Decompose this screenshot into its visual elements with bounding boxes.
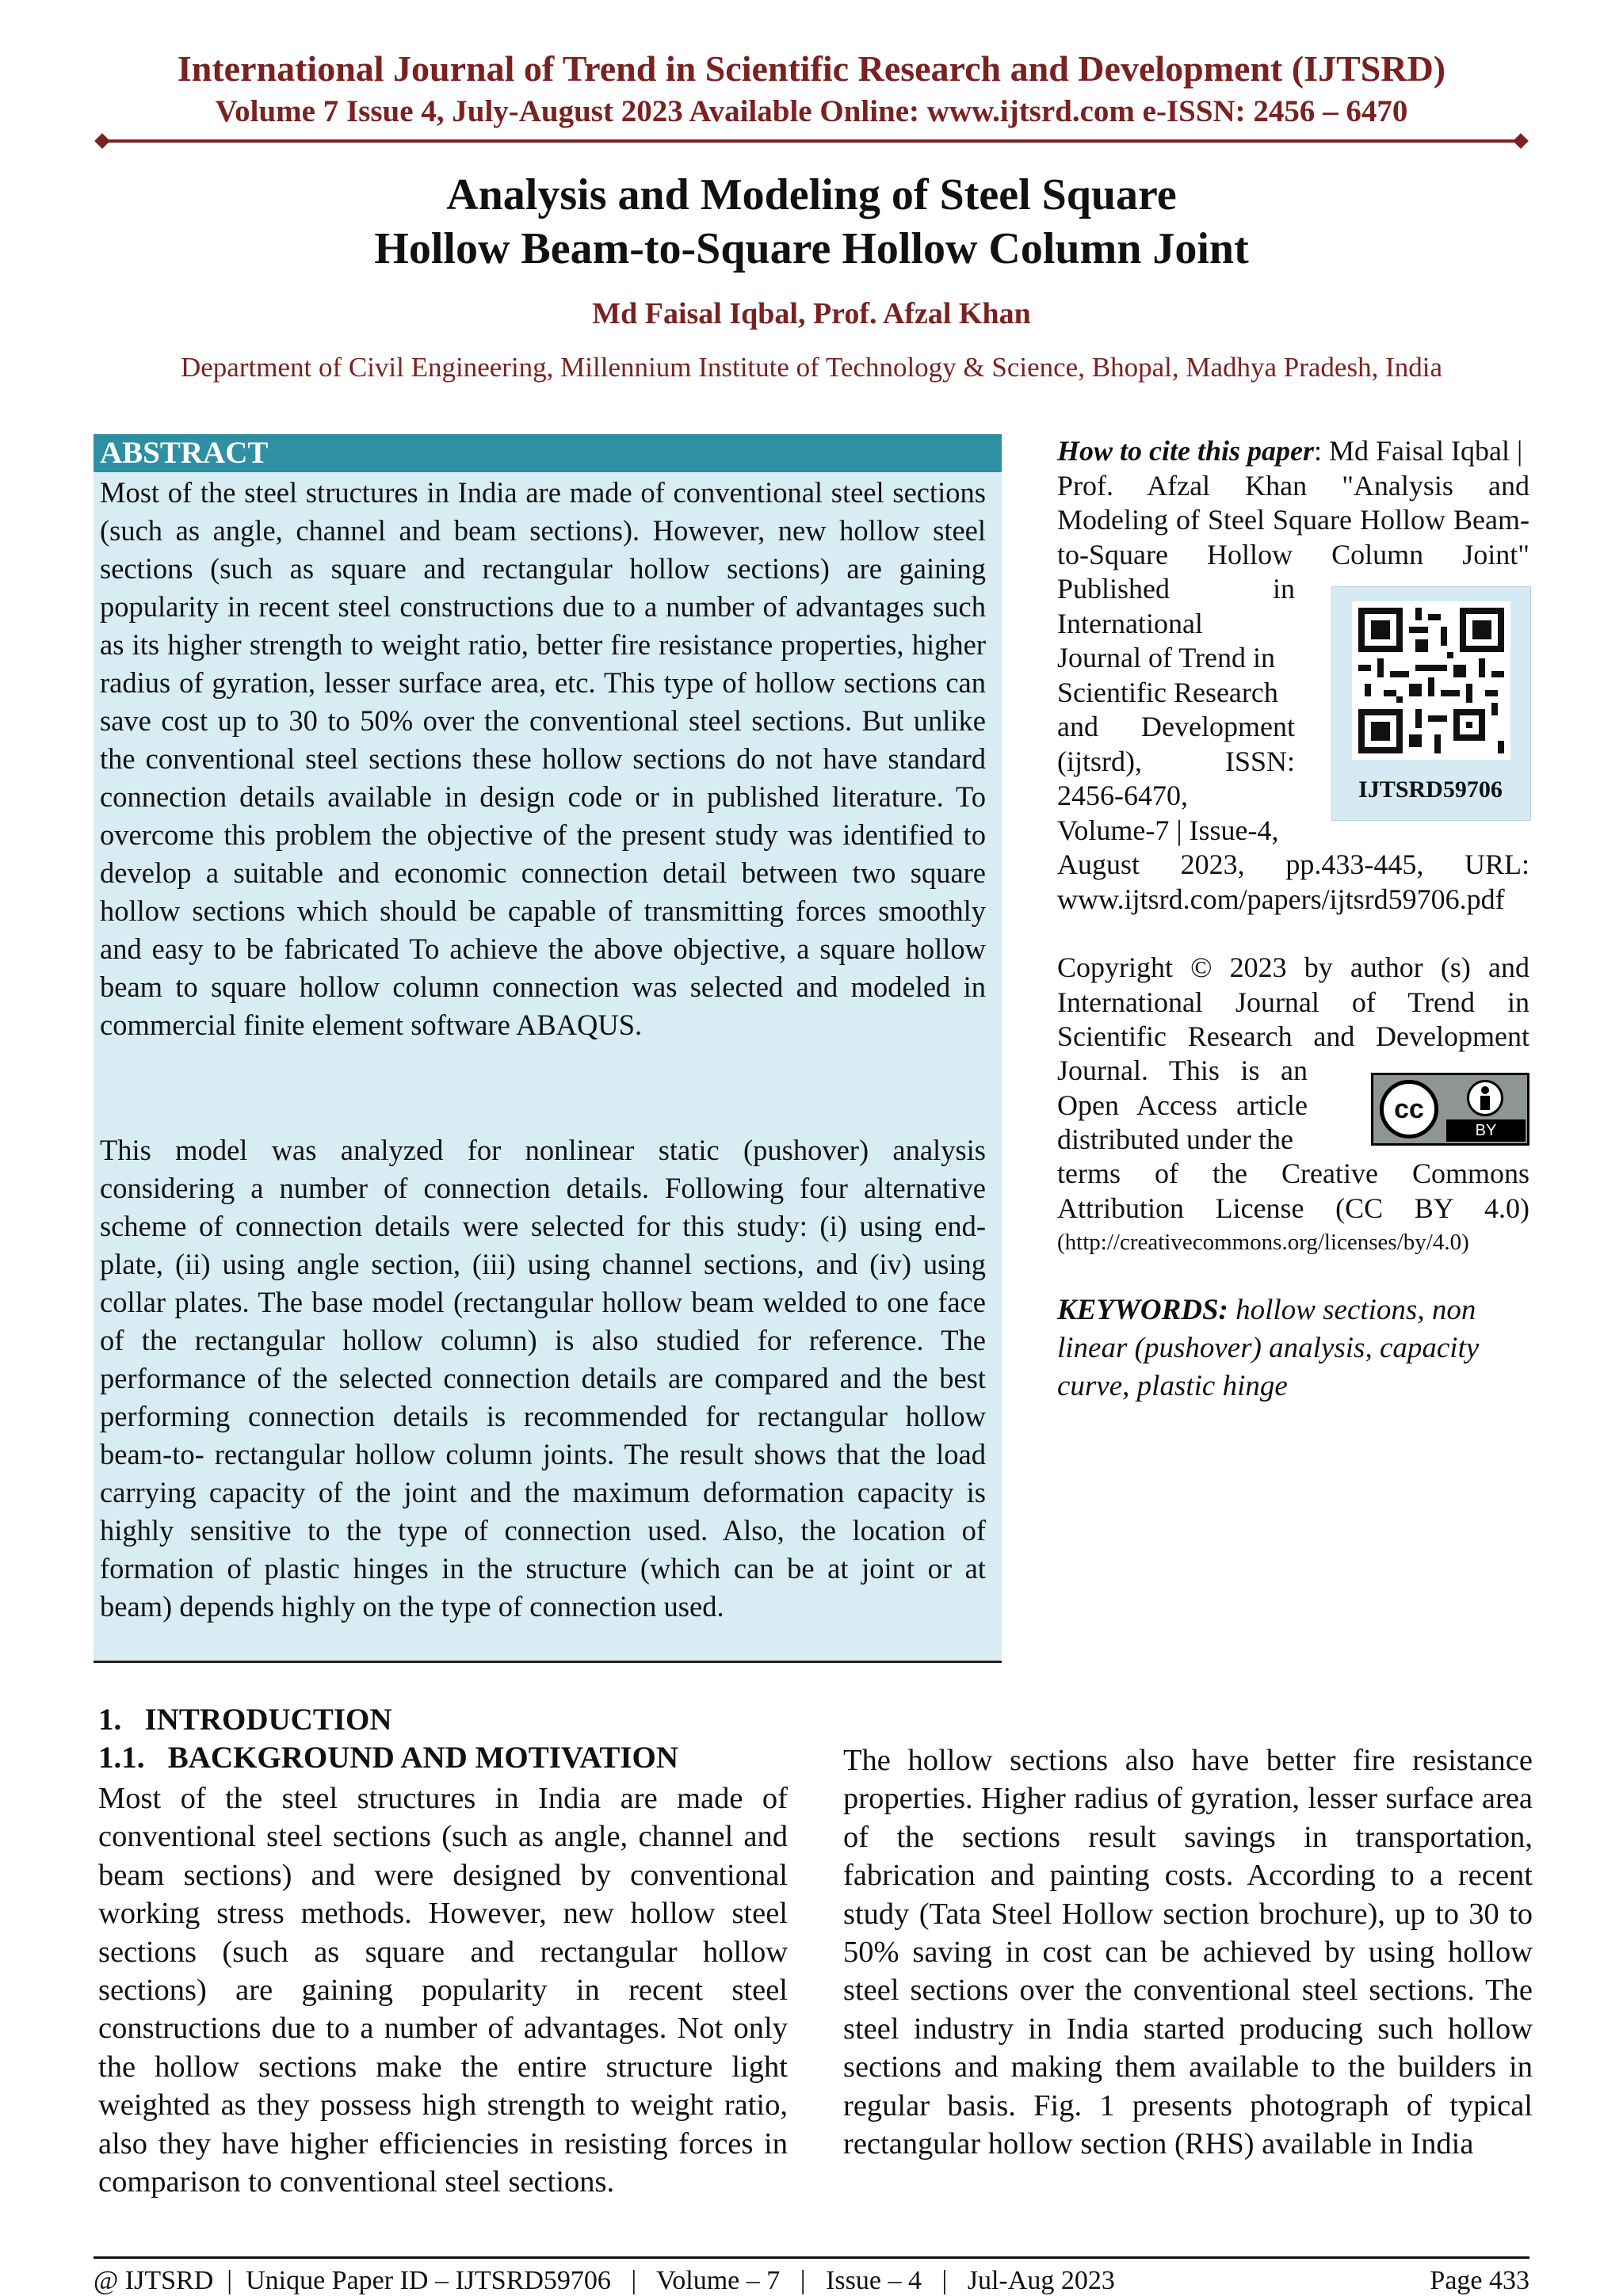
keywords-block (1057, 1291, 1529, 1405)
by-label-strip (1446, 1119, 1526, 1142)
copyright-line-3: Scientific Research and Development (1057, 1020, 1529, 1052)
citation-narrow-line: Published in (1057, 573, 1295, 605)
citation-line-2: Prof. Afzal Khan "Analysis and (1057, 469, 1529, 502)
copyright-line-2: International Journal of Trend in (1057, 986, 1529, 1018)
intro-right-text: The hollow sections also have better fire resistance properties. Higher radius of gyration, lesser surface area of the sections result savings in transportation, fabrication and painting costs. According to a recent study (Tata Steel Hollow section brochure), up to 30 to 50% saving in cost can be achieved by using hollow steel sections over the conventional steel sections. The steel industry in India started producing such hollow sections and making them available to the builders in regular basis. Fig. 1 presents photograph of typical rectangular hollow section (RHS) available in India (843, 1744, 1533, 2161)
copyright-line-1: Copyright © 2023 by author (s) and (1057, 952, 1529, 983)
abstract-para-1-text: Most of the steel structures in India are made of conventional steel sections (such as angle, channel and beam sections). However, new hollow steel sections (such as square and rectangular hollow sections) are gaining popularity in recent steel constructions due to a number of advantages such as its higher strength to weight ratio, better fire resistance properties, higher radius of gyration, lesser surface area, etc. This type of hollow sections can save cost up to 30 to 50% over the conventional steel sections. But unlike the conventional steel sections these hollow sections do not have standard connection details available in design code or in published literature. To overcome this problem the objective of the present study was identified to develop a suitable and economic connection detail between two square hollow sections which should be capable of transmitting forces smoothly and easy to be fabricated To achieve the above objective, a square hollow beam to square hollow column connection was selected and modeled in commercial finite element software ABAQUS. (100, 476, 986, 1041)
keywords-text: hollow sections, non linear (pushover) analysis, capacity curve, plastic hinge (1057, 1294, 1480, 1402)
abstract-paragraph-1 (100, 474, 986, 1044)
header-rule-right-diamond (1513, 133, 1529, 149)
intro-right-column (843, 1741, 1533, 2163)
qr-code-label: IJTSRD59706 (1358, 776, 1503, 803)
copyright-tail (1057, 1157, 1529, 1261)
journal-issue-line: Volume 7 Issue 4, July-August 2023 Available Online: www.ijtsrd.com e-ISSN: 2456 – 6470 (215, 94, 1408, 128)
citation-narrow-line: Journal of Trend in (1057, 642, 1276, 673)
citation-line-4: to-Square Hollow Column Joint" (1057, 538, 1529, 570)
citation-tail (1057, 848, 1529, 917)
citation-narrow-line: Volume-7 | Issue-4, (1057, 814, 1279, 846)
copyright-narrow-lines (1057, 1054, 1308, 1158)
citation-block (1057, 434, 1529, 572)
copyright-line-5: Attribution License (CC BY 4.0) (1057, 1192, 1529, 1224)
paper-title-line-1: Analysis and Modeling of Steel Square (446, 170, 1177, 219)
citation-pages-line: August 2023, pp.433-445, URL: (1057, 849, 1529, 880)
paper-affiliation: Department of Civil Engineering, Millennium Institute of Technology & Science, Bhopal, Madhya Pradesh, India (181, 352, 1442, 383)
citation-narrow-line: International (1057, 607, 1203, 639)
cc-by-license-badge[interactable] (1371, 1073, 1529, 1146)
citation-narrow-line: (ijtsrd), ISSN: (1057, 745, 1295, 777)
copyright-narrow-line: distributed under the (1057, 1123, 1293, 1155)
copyright-block (1057, 951, 1529, 1055)
by-person-icon (1467, 1080, 1503, 1116)
section-heading-introduction: 1. INTRODUCTION (98, 1703, 392, 1737)
by-label: BY (1475, 1122, 1497, 1139)
header-rule-left-diamond (94, 133, 110, 149)
citation-narrow-line: Scientific Research (1057, 676, 1278, 708)
citation-narrow-lines (1057, 572, 1295, 848)
keywords-label: KEYWORDS: (1057, 1294, 1228, 1326)
cc-icon-text: cc (1394, 1094, 1424, 1124)
citation-narrow-line: 2456-6470, (1057, 780, 1188, 811)
footer-info: @ IJTSRD | Unique Paper ID – IJTSRD59706 | Volume – 7 | Issue – 4 | Jul-Aug 2023 (94, 2266, 1115, 2295)
citation-narrow-line: and Development (1057, 711, 1295, 742)
paper-authors: Md Faisal Iqbal, Prof. Afzal Khan (592, 297, 1031, 330)
journal-title: International Journal of Trend in Scientific Research and Development (IJTSRD) (177, 48, 1446, 89)
paper-title (0, 168, 1623, 276)
copyright-narrow-line: Journal. This is an (1057, 1055, 1308, 1086)
footer-page-number: Page 433 (1430, 2266, 1529, 2295)
copyright-narrow-line: Open Access article (1057, 1089, 1308, 1121)
footer-rule (94, 2256, 1529, 2259)
paper-title-line-2: Hollow Beam-to-Square Hollow Column Joint (374, 224, 1249, 273)
citation-line-1 (1057, 434, 1529, 469)
subsection-heading-background: 1.1. BACKGROUND AND MOTIVATION (98, 1741, 679, 1775)
citation-url-line[interactable]: www.ijtsrd.com/papers/ijtsrd59706.pdf (1057, 883, 1505, 915)
cc-icon (1380, 1080, 1438, 1138)
citation-line-3: Modeling of Steel Square Hollow Beam- (1057, 504, 1529, 536)
copyright-license-url[interactable]: (http://creativecommons.org/licenses/by/4.0) (1057, 1230, 1469, 1255)
citation-label: How to cite this paper (1057, 435, 1314, 467)
abstract-para-2-text: This model was analyzed for nonlinear static (pushover) analysis considering a number of connection details. Following four alternative scheme of connection details were selected for this study: (i) using end-plate, (ii) using angle section, (iii) using channel sections, and (iv) using collar plates. The base model (rectangular hollow beam welded to one face of the rectangular hollow column) is also studied for reference. The performance of the selected connection details are compared and the best performing connection details is recommended for rectangular hollow beam-to- rectangular hollow column joints. The result shows that the load carrying capacity of the joint and the maximum deformation capacity is highly sensitive to the type of connection used. Also, the location of formation of plastic hinges in the structure (which can be at joint or at beam) depends highly on the type of connection used. (100, 1134, 986, 1623)
citation-line-1-text: : Md Faisal Iqbal | (1314, 435, 1523, 467)
header-rule (105, 139, 1518, 143)
qr-code-icon[interactable] (1352, 601, 1510, 760)
intro-left-text: Most of the steel structures in India are made of conventional steel sections (such as angle, channel and beam sections) and were designed by conventional working stress methods. However, new hollow steel sections (such as square and rectangular hollow sections) are gaining popularity in recent steel constructions due to a number of advantages. Not only the hollow sections make the entire structure light weighted as they possess high strength to weight ratio, also they have higher efficiencies in resisting forces in comparison to conventional steel sections. (98, 1782, 788, 2199)
abstract-heading: ABSTRACT (94, 434, 1002, 472)
abstract-paragraph-2 (100, 1131, 986, 1626)
page-footer (94, 2266, 1529, 2296)
copyright-line-4: terms of the Creative Commons (1057, 1158, 1529, 1189)
intro-left-column (98, 1779, 788, 2201)
